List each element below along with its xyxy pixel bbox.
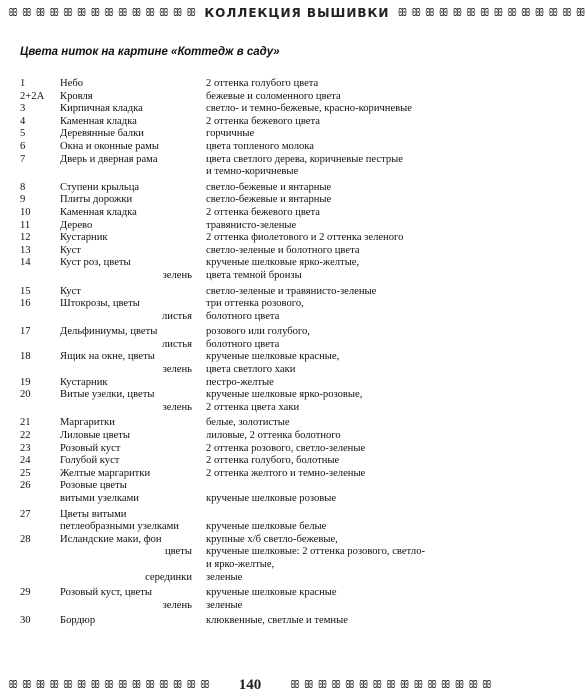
thread-colors [206,480,490,493]
item-number [20,572,60,585]
table-row [20,207,490,220]
item-number: 29 [20,587,31,599]
table-row [20,103,490,116]
table-row [20,154,490,167]
item-number: 30 [20,615,31,627]
item-number: 24 [20,455,31,467]
table-row [20,245,490,258]
item-number: 28 [20,533,31,545]
table-row [20,311,490,324]
item-number: 8 [20,181,26,193]
thread-colors: 2 оттенка голубого цвета [206,78,319,89]
table-row [20,455,490,468]
table-row [20,194,490,207]
item-number: 10 [20,206,31,218]
table-row [20,220,490,233]
item-name: Ящик на окне, цветы [60,351,155,363]
item-number [20,311,60,324]
table-row [20,91,490,104]
item-number: 3 [20,103,26,115]
item-number [20,339,60,352]
thread-colors: крученые шелковые: 2 оттенка розового, светло- [206,546,426,558]
table-row [20,493,490,506]
thread-colors: цвета светлого дерева, коричневые пестрые [206,153,403,165]
table-row [20,534,490,547]
table-row [20,298,490,311]
table-row [20,480,490,493]
item-name: Куст [60,244,81,256]
item-name: Бордюр [60,615,96,627]
item-name: Цветы витыми [60,508,127,520]
section-title: Цвета ниток на картине «Коттедж в саду» [20,46,280,58]
item-name: петлеобразными узелками [60,521,179,533]
table-row [20,182,490,195]
table-row [20,116,490,129]
table-row [20,128,490,141]
thread-colors: травянисто-зеленые [206,219,297,231]
item-number [20,559,60,572]
thread-colors: крученые шелковые ярко-желтые, [206,257,360,269]
thread-colors: крученые шелковые ярко-розовые, [206,389,363,401]
table-row [20,339,490,352]
thread-colors: и ярко-желтые, [206,558,275,570]
table-row [20,600,490,613]
item-number [20,166,60,179]
item-number [20,493,60,506]
item-number: 21 [20,417,31,429]
item-number [20,364,60,377]
item-name: Маргаритки [60,417,115,429]
item-name: Дерево [60,219,93,231]
item-name: зелень [162,401,192,413]
thread-colors [206,509,490,522]
thread-colors: зеленые [206,571,243,583]
thread-colors: 2 оттенка бежевого цвета [206,115,320,127]
thread-colors: три оттенка розового, [206,298,304,310]
table-row [20,389,490,402]
table-row [20,286,490,299]
thread-colors: болотного цвета [206,310,280,322]
thread-colors: крупные х/б светло-бежевые, [206,533,338,545]
item-name: Розовые цветы [60,480,127,492]
table-row [20,430,490,443]
item-name: Каменная кладка [60,115,137,127]
table-row [20,521,490,534]
item-number [20,600,60,613]
item-number: 25 [20,467,31,479]
item-number [20,402,60,415]
table-row [20,78,490,91]
item-number: 19 [20,376,31,388]
thread-colors: крученые шелковые красные [206,587,337,599]
table-row [20,326,490,339]
item-name [60,166,206,179]
thread-color-table [20,78,490,628]
item-name: зелень [162,364,192,376]
item-number: 14 [20,257,31,269]
item-name: Небо [60,78,84,89]
item-name: Голубой куст [60,455,120,467]
item-number: 27 [20,508,31,520]
thread-colors: 2 оттенка желтого и темно-зеленые [206,467,366,479]
item-name: Куст роз, цветы [60,257,131,269]
item-number: 26 [20,480,31,492]
item-name: Витые узелки, цветы [60,389,155,401]
item-name: Дельфиниумы, цветы [60,326,158,338]
thread-colors: светло-зеленые и травянисто-зеленые [206,285,377,297]
item-name: зелень [162,269,192,281]
item-number: 9 [20,194,26,206]
thread-colors: и темно-коричневые [206,166,299,178]
table-row [20,377,490,390]
page-number: 140 [231,677,270,694]
item-number: 18 [20,351,31,363]
table-row [20,546,490,559]
thread-colors: болотного цвета [206,338,280,350]
item-number: 1 [20,78,26,89]
thread-colors: 2 оттенка фиолетового и 2 оттенка зеленого [206,232,404,244]
thread-colors: 2 оттенка цвета хаки [206,401,300,413]
item-number [20,521,60,534]
table-row [20,587,490,600]
item-name: Исландские маки, фон [60,533,162,545]
item-name: Кустарник [60,232,108,244]
header-ornament-right: ꕥ ꕥ ꕥ ꕥ ꕥ ꕥ ꕥ ꕥ ꕥ ꕥ ꕥ ꕥ ꕥ ꕥ [397,6,586,19]
footer-ornament-right: ꕥ ꕥ ꕥ ꕥ ꕥ ꕥ ꕥ ꕥ ꕥ ꕥ ꕥ ꕥ ꕥ ꕥ ꕥ [289,678,492,691]
thread-colors: светло-зеленые и болотного цвета [206,244,360,256]
item-number: 23 [20,442,31,454]
table-row [20,364,490,377]
thread-colors: бежевые и соломенного цвета [206,90,341,102]
thread-colors: 2 оттенка розового, светло-зеленые [206,442,366,454]
thread-colors: лиловые, 2 оттенка болотного [206,430,341,442]
item-number: 15 [20,285,31,297]
item-name: Штокрозы, цветы [60,298,140,310]
item-name: Каменная кладка [60,206,137,218]
thread-colors: пестро-желтые [206,376,274,388]
table-row [20,402,490,415]
thread-colors: светло- и темно-бежевые, красно-коричневые [206,103,413,115]
item-name: листья [162,338,192,350]
item-number: 7 [20,153,26,165]
table-row [20,257,490,270]
table-row [20,166,490,179]
item-number: 17 [20,326,31,338]
table-row [20,615,490,628]
item-name: Куст [60,285,81,297]
item-name: листья [162,310,192,322]
item-number: 4 [20,115,26,127]
item-name: зелень [162,599,192,611]
table-row [20,443,490,456]
thread-colors: цвета темной бронзы [206,269,302,281]
footer-ornament-left: ꕥ ꕥ ꕥ ꕥ ꕥ ꕥ ꕥ ꕥ ꕥ ꕥ ꕥ ꕥ ꕥ ꕥ ꕥ [8,678,211,691]
table-row [20,468,490,481]
thread-colors: цвета светлого хаки [206,364,296,376]
item-number: 5 [20,128,26,140]
thread-colors: 2 оттенка голубого, болотные [206,455,340,467]
header-bar [8,6,586,20]
thread-colors: розового или голубого, [206,326,310,338]
item-number: 12 [20,232,31,244]
thread-colors: белые, золотистые [206,417,290,429]
item-number: 16 [20,298,31,310]
thread-colors: крученые шелковые белые [206,521,327,533]
table-row [20,417,490,430]
table-row [20,232,490,245]
table-row [20,509,490,522]
item-number: 2+2А [20,90,45,102]
thread-colors: крученые шелковые розовые [206,493,337,504]
item-name: Розовый куст [60,442,121,454]
thread-colors: крученые шелковые красные, [206,351,340,363]
item-name: Плиты дорожки [60,194,133,206]
thread-colors: светло-бежевые и янтарные [206,181,332,193]
item-number: 20 [20,389,31,401]
table-row [20,572,490,585]
item-name: Лиловые цветы [60,430,130,442]
item-number: 13 [20,244,31,256]
thread-colors: светло-бежевые и янтарные [206,194,332,206]
item-name: Желтые маргаритки [60,467,151,479]
item-name: Кирпичная кладка [60,103,143,115]
item-name: Розовый куст, цветы [60,587,152,599]
thread-colors: 2 оттенка бежевого цвета [206,206,320,218]
footer-bar [8,678,492,692]
item-number: 11 [20,219,31,231]
item-name: Окна и оконные рамы [60,140,159,152]
page-header-title: КОЛЛЕКЦИЯ ВЫШИВКИ [196,6,397,20]
item-name [60,559,206,572]
item-number [20,270,60,283]
thread-colors: горчичные [206,128,255,140]
item-number [20,546,60,559]
item-number: 22 [20,430,31,442]
item-name: Кустарник [60,376,108,388]
item-name: цветы [164,546,192,558]
table-row [20,559,490,572]
thread-colors: клюквенные, светлые и темные [206,615,348,627]
item-name: витыми узелками [60,493,139,504]
thread-colors: цвета топленого молока [206,140,314,152]
item-number: 6 [20,140,26,152]
table-row [20,351,490,364]
item-name: Деревянные балки [60,128,144,140]
item-name: Ступени крыльца [60,181,140,193]
header-ornament-left: ꕥ ꕥ ꕥ ꕥ ꕥ ꕥ ꕥ ꕥ ꕥ ꕥ ꕥ ꕥ ꕥ ꕥ [8,6,197,19]
item-name: серединки [145,571,192,583]
item-name: Дверь и дверная рама [60,153,158,165]
table-row [20,270,490,283]
thread-colors: зеленые [206,599,243,611]
table-row [20,141,490,154]
item-name: Кровля [60,90,93,102]
